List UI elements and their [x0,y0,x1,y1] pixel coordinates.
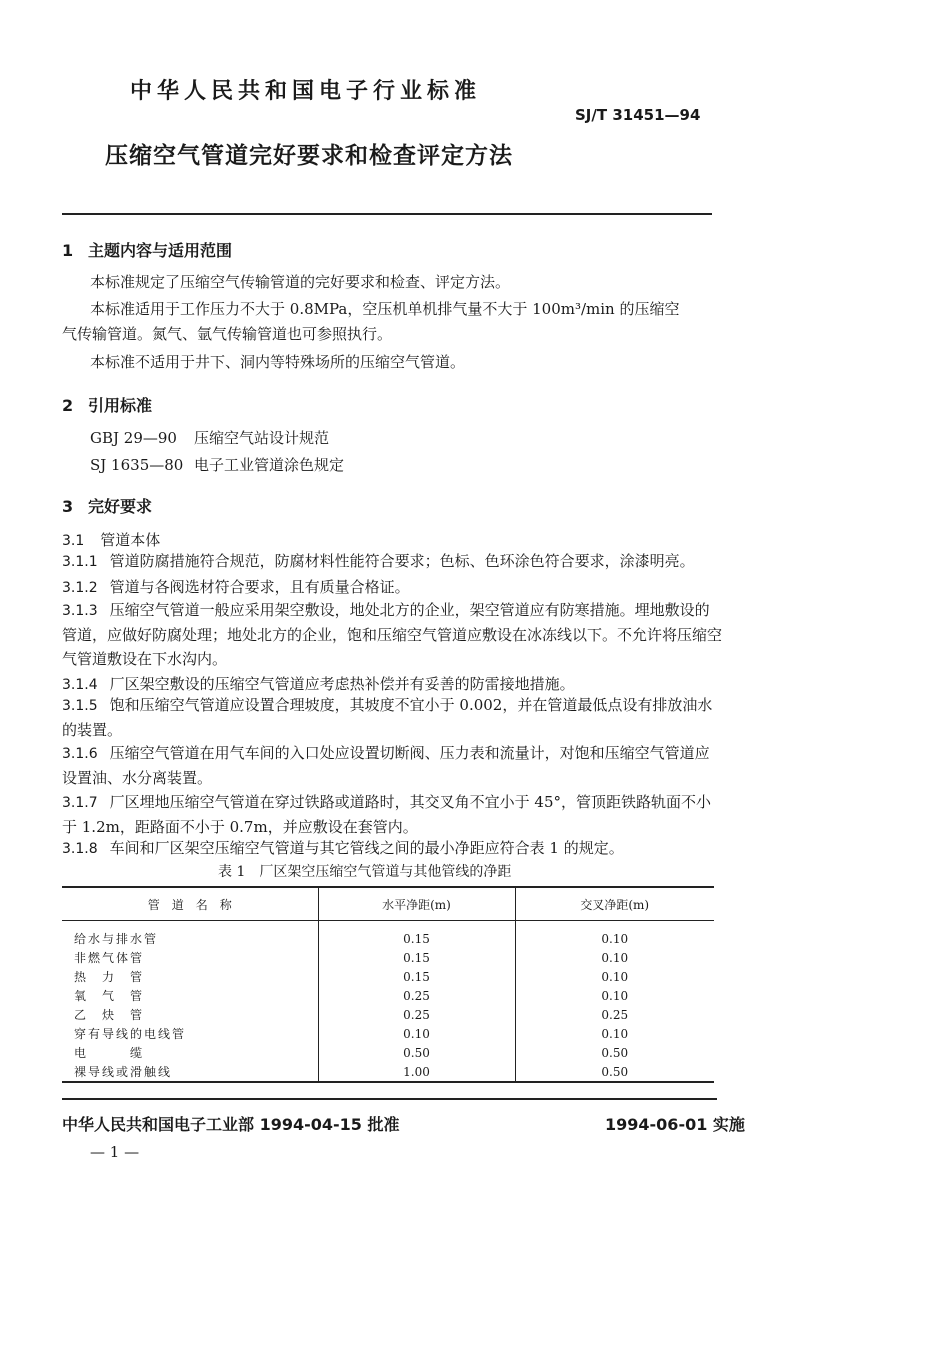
issuing-authority: 中华人民共和国电子行业标准 [130,79,482,104]
crossing-clearance: 0.25 [515,1005,714,1024]
reference-code: SJ 1635—80 [90,456,184,474]
section-1-paragraph-1: 本标准规定了压缩空气传输管道的完好要求和检查、评定方法。 [90,273,511,291]
section-3-number: 3 [62,497,74,516]
subsection-number: 3.1 [62,533,85,549]
table-row [62,986,714,1005]
crossing-clearance: 0.50 [515,1043,714,1062]
subsection-title: 管道本体 [100,531,161,549]
table-row [62,1043,714,1062]
pipe-name: 乙 炔 管 [74,1008,145,1022]
horizontal-clearance: 0.25 [318,1005,515,1024]
clause-text: 车间和厂区架空压缩空气管道与其它管线之间的最小净距应符合表 1 的规定。 [109,839,624,857]
section-1-heading [62,238,232,261]
section-2-heading [62,393,152,416]
clause-3-1-7 [62,790,722,839]
crossing-clearance: 0.10 [515,921,714,949]
standard-code: SJ/T 31451—94 [575,106,701,124]
pipe-name: 非燃气体管 [74,951,145,965]
clause-number: 3.1.4 [62,677,98,693]
reference-item [90,426,329,450]
crossing-clearance: 0.10 [515,948,714,967]
horizontal-clearance: 0.25 [318,986,515,1005]
clause-3-1-3 [62,598,722,671]
section-1-paragraph-3: 本标准不适用于井下、洞内等特殊场所的压缩空气管道。 [90,353,466,371]
horizontal-clearance: 0.10 [318,1024,515,1043]
crossing-clearance: 0.50 [515,1062,714,1082]
pipe-name: 氧 气 管 [74,989,145,1003]
clause-number: 3.1.1 [62,554,98,570]
implementation-date: 1994-06-01 实施 [605,1115,745,1134]
clause-text: 管道与各阀选材符合要求，且有质量合格证。 [109,578,410,596]
pipe-name: 热 力 管 [74,970,145,984]
header-divider [62,213,712,215]
section-2-number: 2 [62,396,74,415]
clause-text: 饱和压缩空气管道应设置合理坡度，其坡度不宜小于 0.002，并在管道最低点设有排放油水的装置。 [62,696,713,739]
table-row [62,967,714,986]
clause-number: 3.1.2 [62,580,98,596]
reference-code: GBJ 29—90 [90,429,177,447]
clause-number: 3.1.5 [62,698,98,714]
section-1-title: 主题内容与适用范围 [88,241,233,260]
clause-text: 厂区架空敷设的压缩空气管道应考虑热补偿并有妥善的防雷接地措施。 [109,675,575,693]
pipe-name: 给水与排水管 [74,932,159,946]
clearance-table [62,886,714,1083]
horizontal-clearance: 0.15 [318,967,515,986]
horizontal-clearance: 1.00 [318,1062,515,1082]
pipe-name: 裸导线或滑触线 [62,1062,318,1082]
column-header-horizontal: 水平净距(m) [318,887,515,921]
column-header-crossing: 交叉净距(m) [515,887,714,921]
table-header-row [62,887,714,921]
approval-line: 中华人民共和国电子工业部 1994-04-15 批准 [62,1115,400,1134]
pipe-name: 电 缆 [74,1046,145,1060]
clause-text: 压缩空气管道在用气车间的入口处应设置切断阀、压力表和流量计，对饱和压缩空气管道应设置油、水分离装置。 [62,744,710,787]
reference-title: 压缩空气站设计规范 [194,429,330,447]
crossing-clearance: 0.10 [515,967,714,986]
clause-text: 厂区埋地压缩空气管道在穿过铁路或道路时，其交叉角不宜小于 45°，管顶距铁路轨面不小于 1.2m，距路面不小于 0.7m，并应敷设在套管内。 [62,793,711,836]
table-row [62,1005,714,1024]
table-row [62,921,714,949]
clause-text: 压缩空气管道一般应采用架空敷设，地处北方的企业，架空管道应有防寒措施。埋地敷设的管道，应做好防腐处理；地处北方的企业，饱和压缩空气管道应敷设在冰冻线以下。不允许将压缩空气管道敷设在下水沟内。 [62,601,723,668]
section-1-number: 1 [62,241,74,260]
reference-item [90,453,344,477]
clause-number: 3.1.8 [62,841,98,857]
clause-3-1-8 [62,836,722,861]
crossing-clearance: 0.10 [515,1024,714,1043]
horizontal-clearance: 0.15 [318,948,515,967]
column-header-pipe-name: 管 道 名 称 [62,887,318,921]
clause-number: 3.1.6 [62,746,98,762]
table-1-caption: 表 1 厂区架空压缩空气管道与其他管线的净距 [218,864,512,880]
section-3-title: 完好要求 [88,497,153,516]
clause-3-1-6 [62,741,722,790]
clause-number: 3.1.3 [62,603,98,619]
clause-3-1-1 [62,549,722,574]
table-row [62,948,714,967]
pipe-name: 穿有导线的电线管 [74,1027,187,1041]
horizontal-clearance: 0.50 [318,1043,515,1062]
clause-3-1-2 [62,575,722,600]
section-2-title: 引用标准 [88,396,153,415]
section-1-paragraph-2: 本标准适用于工作压力不大于 0.8MPa，空压机单机排气量不大于 100m³/min 的压缩空 [90,300,680,318]
section-3-heading [62,494,152,517]
crossing-clearance: 0.10 [515,986,714,1005]
page-number: — 1 — [90,1143,140,1161]
clause-text: 管道防腐措施符合规范，防腐材料性能符合要求；色标、色环涂色符合要求，涂漆明亮。 [109,552,695,570]
clause-number: 3.1.7 [62,795,98,811]
reference-title: 电子工业管道涂色规定 [194,456,345,474]
table-row [62,1024,714,1043]
footer-divider [62,1098,717,1100]
document-title: 压缩空气管道完好要求和检查评定方法 [105,143,513,169]
table-row [62,1062,714,1082]
clause-3-1-5 [62,693,722,742]
section-1-paragraph-2-cont: 气传输管道。氮气、氩气传输管道也可参照执行。 [62,325,393,343]
horizontal-clearance: 0.15 [318,921,515,949]
